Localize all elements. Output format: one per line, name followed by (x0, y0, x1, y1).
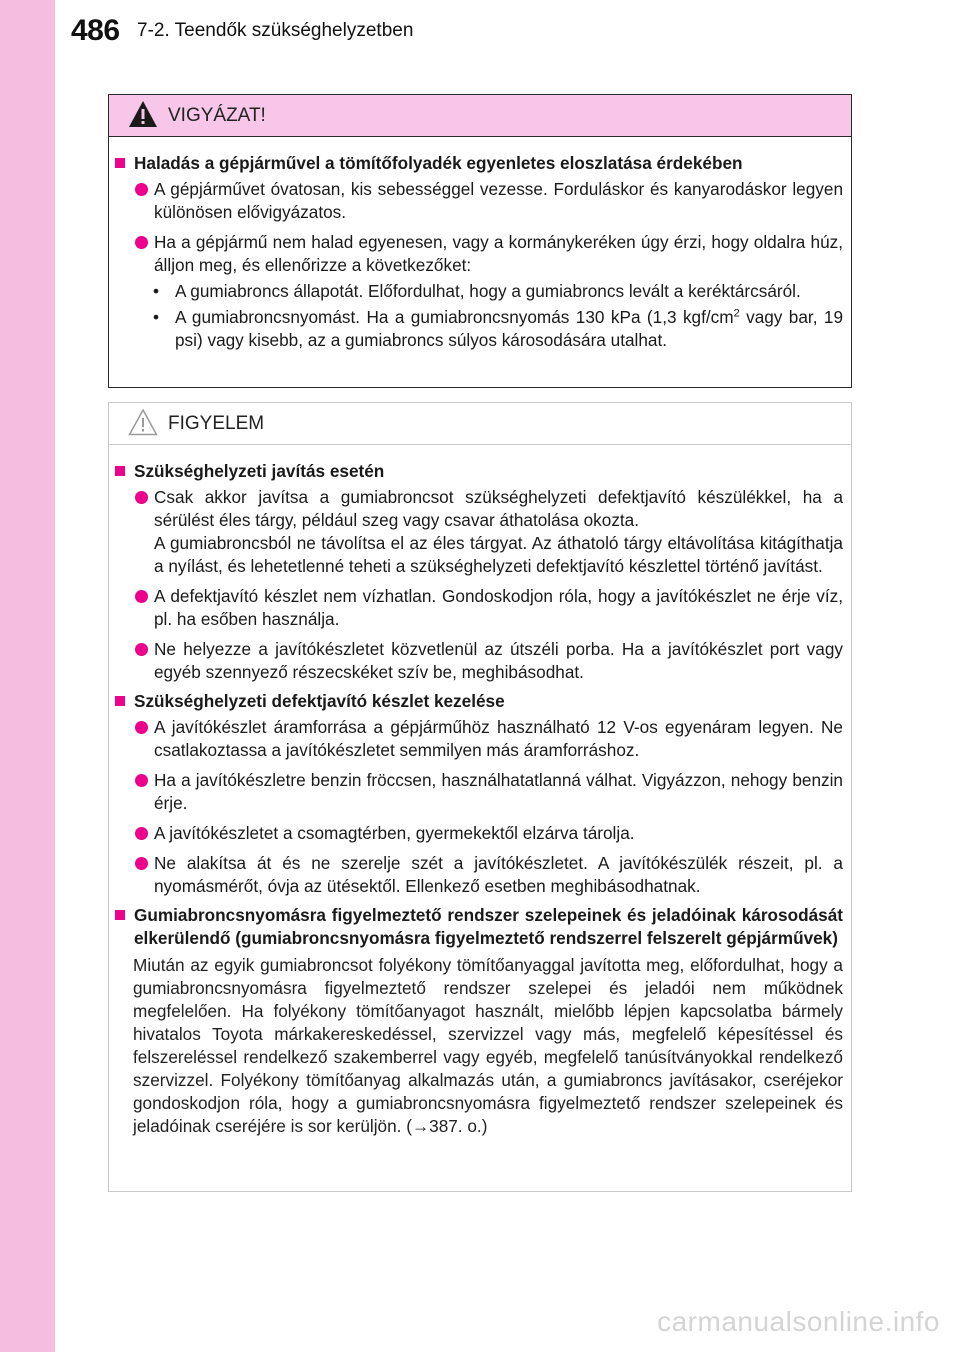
notice-box (108, 402, 852, 1192)
circle-bullet-icon (135, 857, 148, 870)
page-number: 486 (71, 14, 120, 47)
list-item: Ne helyezze a javítókészletet közvetlenül az útszéli porba. Ha a javítókészlet port vagy egyéb szennyező részecskéket szív be, meghibásodhat. (115, 638, 843, 684)
sub-list-item: • A gumiabroncsnyomást. Ha a gumiabroncsnyomás 130 kPa (1,3 kgf/$cm^2$ vagy bar, 19 psi) vagy kisebb, az a gumiabroncs súlyos károsodására utalhat. (153, 307, 844, 350)
caution-body (109, 137, 851, 352)
square-bullet-icon (115, 466, 125, 476)
notice-title: FIGYELEM (168, 413, 265, 434)
list-item: A gépjárművet óvatosan, kis sebességgel vezesse. Forduláskor és kanyarodáskor legyen különösen elővigyázatos. (115, 178, 843, 224)
notice-heading: Gumiabroncsnyomásra figyelmeztető rendszer szelepeinek és jeladóinak károsodását elkerülendő (gumiabroncsnyomásra figyelmeztető rendszerrel felszerelt gépjárművek) (115, 904, 843, 950)
circle-bullet-icon (135, 590, 148, 603)
caution-header (109, 95, 851, 137)
notice-heading: Szükséghelyzeti defektjavító készlet kezelése (115, 690, 843, 713)
circle-bullet-icon (135, 643, 148, 656)
sub-list-item: • A gumiabroncs állapotát. Előfordulhat, hogy a gumiabroncs levált a keréktárcsáról. (153, 281, 801, 301)
circle-bullet-icon (135, 774, 148, 787)
list-item: Ha a javítókészletre benzin fröccsen, használhatatlanná válhat. Vigyázzon, nehogy benzin érje. (115, 769, 843, 815)
notice-header (109, 403, 851, 445)
circle-bullet-icon (135, 721, 148, 734)
notice-paragraph: Miután az egyik gumiabroncsot folyékony tömítőanyaggal javította meg, előfordulhat, hogy a gumiabroncsnyomásra figyelmeztető rendszer szelepei és jeladói nem működnek megfelelően. Ha folyékony tömítőanyagot használt, mielőbb lépjen kapcsolatba bármely hivatalos Toyota márkakereskedéssel, szervizzel vagy más, megfelelő képesítéssel és felszereléssel rendelkező szakemberrel vagy egyéb, megfelelő tanúsítványokkal rendelkező szervizzel. Folyékony tömítőanyag alkalmazás után, a gumiabroncs javításakor, cseréjekor gondoskodjon róla, hogy a gumiabroncsnyomásra figyelmeztető rendszer szelepeinek és jeladóinak cseréjére is sor kerüljön. (→387. o.) (133, 955, 843, 1136)
section-title: 7-2. Teendők szükséghelyzetben (137, 20, 414, 41)
list-item: Csak akkor javítsa a gumiabroncsot szükséghelyzeti defektjavító készülékkel, ha a sérülést éles tárgy, például szeg vagy csavar áthatolása okozta. A gumiabroncsból ne távolítsa el az éles tárgyat. Az áthatoló tárgy eltávolítása kitágíthatja a nyílást, és lehetetlenné teheti a szükséghelyzeti defektjavító készlettel történő javítást. (115, 486, 843, 578)
circle-bullet-icon (135, 827, 148, 840)
square-bullet-icon (115, 696, 125, 706)
watermark: carmanualsonline.info (657, 1306, 940, 1337)
square-bullet-icon (115, 158, 125, 168)
list-item: A javítókészletet a csomagtérben, gyermekektől elzárva tárolja. (115, 822, 843, 845)
notice-heading: Szükséghelyzeti javítás esetén (115, 460, 843, 483)
circle-bullet-icon (135, 183, 148, 196)
caution-box (108, 94, 852, 388)
circle-bullet-icon (135, 236, 148, 249)
list-item: A javítókészlet áramforrása a gépjárműhöz használható 12 V-os egyenáram legyen. Ne csatlakoztassa a javítókészletet semmilyen más áramforráshoz. (115, 716, 843, 762)
list-item: Ne alakítsa át és ne szerelje szét a javítókészletet. A javítókészülék részeit, pl. a nyomásmérőt, óvja az ütésektől. Ellenkező esetben meghibásodhatnak. (115, 852, 843, 898)
sidebar-tab (0, 0, 55, 1352)
circle-bullet-icon (135, 491, 148, 504)
caution-title: VIGYÁZAT! (168, 105, 266, 126)
warning-icon (128, 100, 158, 128)
warning-outline-icon (128, 408, 158, 436)
list-item: A defektjavító készlet nem vízhatlan. Gondoskodjon róla, hogy a javítókészlet ne érje víz, pl. ha esőben használja. (115, 585, 843, 631)
square-bullet-icon (115, 910, 125, 920)
list-item: Ha a gépjármű nem halad egyenesen, vagy a kormánykeréken úgy érzi, hogy oldalra húz, álljon meg, és ellenőrizze a következőket: (115, 231, 843, 277)
caution-heading: Haladás a gépjárművel a tömítőfolyadék egyenletes eloszlatása érdekében (115, 152, 843, 175)
notice-body (109, 445, 851, 1138)
